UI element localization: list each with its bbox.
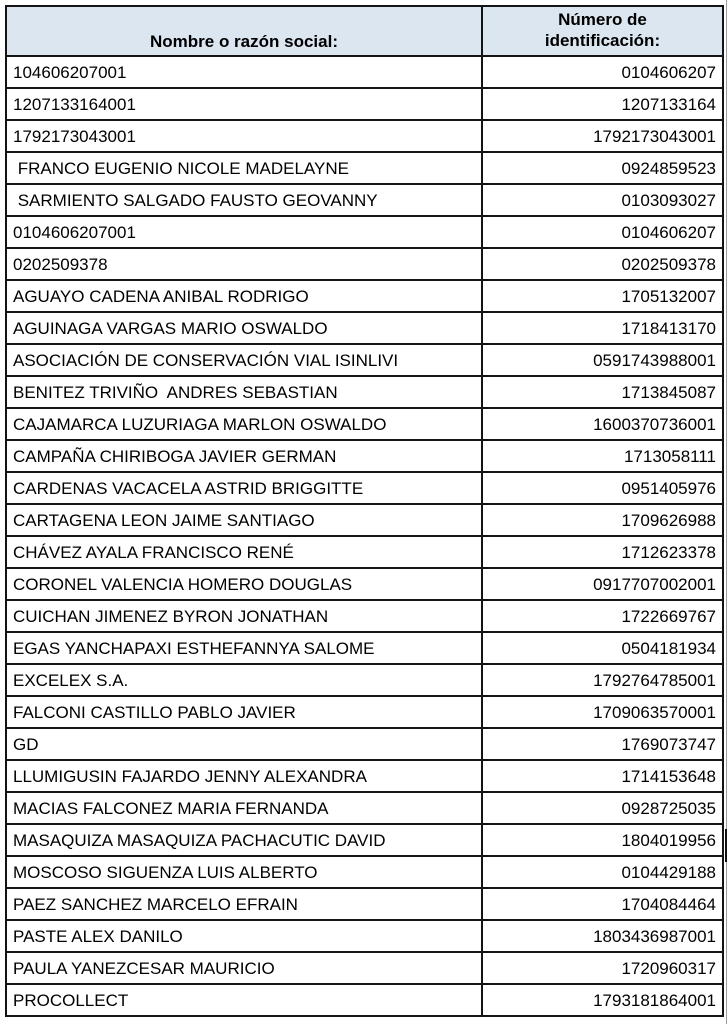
name-cell: FRANCO EUGENIO NICOLE MADELAYNE xyxy=(6,152,482,184)
name-cell: GD xyxy=(6,728,482,760)
id-cell: 0104429188 xyxy=(482,856,723,888)
table-row xyxy=(6,856,723,888)
id-cell: 1714153648 xyxy=(482,760,723,792)
name-cell: CHÁVEZ AYALA FRANCISCO RENÉ xyxy=(6,536,482,568)
name-cell: FALCONI CASTILLO PABLO JAVIER xyxy=(6,696,482,728)
table-row xyxy=(6,312,723,344)
table-row xyxy=(6,56,723,88)
table-row xyxy=(6,632,723,664)
id-cell: 1804019956 xyxy=(482,824,723,856)
name-cell: 0104606207001 xyxy=(6,216,482,248)
table-row xyxy=(6,824,723,856)
table-row xyxy=(6,984,723,1016)
id-cell: 1713845087 xyxy=(482,376,723,408)
name-cell: EXCELEX S.A. xyxy=(6,664,482,696)
id-cell: 1769073747 xyxy=(482,728,723,760)
id-cell: 1718413170 xyxy=(482,312,723,344)
column-header-id xyxy=(482,6,723,56)
name-cell: PAULA YANEZCESAR MAURICIO xyxy=(6,952,482,984)
table-body xyxy=(6,56,723,1016)
id-cell: 0917707002001 xyxy=(482,568,723,600)
id-cell: 0951405976 xyxy=(482,472,723,504)
name-cell: LLUMIGUSIN FAJARDO JENNY ALEXANDRA xyxy=(6,760,482,792)
text-cursor-mark xyxy=(725,829,727,862)
id-cell: 0104606207 xyxy=(482,56,723,88)
id-cell: 1704084464 xyxy=(482,888,723,920)
name-cell: CUICHAN JIMENEZ BYRON JONATHAN xyxy=(6,600,482,632)
table-row xyxy=(6,120,723,152)
id-cell: 1712623378 xyxy=(482,536,723,568)
id-cell: 1792173043001 xyxy=(482,120,723,152)
id-cell: 1709063570001 xyxy=(482,696,723,728)
table-row xyxy=(6,344,723,376)
id-cell: 0591743988001 xyxy=(482,344,723,376)
table-row xyxy=(6,792,723,824)
id-cell: 0924859523 xyxy=(482,152,723,184)
taxpayer-registry-table xyxy=(5,5,724,1017)
id-cell: 0928725035 xyxy=(482,792,723,824)
table-row xyxy=(6,408,723,440)
table-row xyxy=(6,888,723,920)
table-row xyxy=(6,760,723,792)
table-header xyxy=(6,6,723,56)
name-cell: SARMIENTO SALGADO FAUSTO GEOVANNY xyxy=(6,184,482,216)
table-row xyxy=(6,216,723,248)
table-row xyxy=(6,568,723,600)
name-cell: PASTE ALEX DANILO xyxy=(6,920,482,952)
table-row xyxy=(6,376,723,408)
id-cell: 1713058111 xyxy=(482,440,723,472)
id-cell: 1705132007 xyxy=(482,280,723,312)
table-row xyxy=(6,472,723,504)
name-cell: CAJAMARCA LUZURIAGA MARLON OSWALDO xyxy=(6,408,482,440)
column-header-name-label: Nombre o razón social: xyxy=(150,32,338,52)
name-cell: MACIAS FALCONEZ MARIA FERNANDA xyxy=(6,792,482,824)
id-cell: 1600370736001 xyxy=(482,408,723,440)
id-cell: 0504181934 xyxy=(482,632,723,664)
name-cell: 0202509378 xyxy=(6,248,482,280)
id-cell: 1803436987001 xyxy=(482,920,723,952)
name-cell: AGUAYO CADENA ANIBAL RODRIGO xyxy=(6,280,482,312)
table-row xyxy=(6,184,723,216)
id-cell: 0103093027 xyxy=(482,184,723,216)
table-row xyxy=(6,248,723,280)
name-cell: MASAQUIZA MASAQUIZA PACHACUTIC DAVID xyxy=(6,824,482,856)
table-row xyxy=(6,536,723,568)
column-header-name xyxy=(6,6,482,56)
id-cell: 1709626988 xyxy=(482,504,723,536)
name-cell: CARDENAS VACACELA ASTRID BRIGGITTE xyxy=(6,472,482,504)
table-row xyxy=(6,952,723,984)
header-row xyxy=(6,6,723,56)
name-cell: AGUINAGA VARGAS MARIO OSWALDO xyxy=(6,312,482,344)
name-cell: CAMPAÑA CHIRIBOGA JAVIER GERMAN xyxy=(6,440,482,472)
table-row xyxy=(6,440,723,472)
id-cell: 1207133164 xyxy=(482,88,723,120)
name-cell: 1792173043001 xyxy=(6,120,482,152)
table-row xyxy=(6,920,723,952)
id-cell: 0104606207 xyxy=(482,216,723,248)
id-cell: 1722669767 xyxy=(482,600,723,632)
name-cell: PROCOLLECT xyxy=(6,984,482,1016)
page-edge-line xyxy=(726,0,727,1024)
table-row xyxy=(6,504,723,536)
id-cell: 0202509378 xyxy=(482,248,723,280)
table-row xyxy=(6,280,723,312)
id-cell: 1720960317 xyxy=(482,952,723,984)
name-cell: ASOCIACIÓN DE CONSERVACIÓN VIAL ISINLIVI xyxy=(6,344,482,376)
column-header-id-label: Número de identificación: xyxy=(544,10,661,50)
id-cell: 1793181864001 xyxy=(482,984,723,1016)
name-cell: 1207133164001 xyxy=(6,88,482,120)
table-row xyxy=(6,696,723,728)
table-row xyxy=(6,728,723,760)
table-row xyxy=(6,600,723,632)
id-cell: 1792764785001 xyxy=(482,664,723,696)
name-cell: CARTAGENA LEON JAIME SANTIAGO xyxy=(6,504,482,536)
table-row xyxy=(6,152,723,184)
table-row xyxy=(6,664,723,696)
name-cell: MOSCOSO SIGUENZA LUIS ALBERTO xyxy=(6,856,482,888)
name-cell: EGAS YANCHAPAXI ESTHEFANNYA SALOME xyxy=(6,632,482,664)
name-cell: CORONEL VALENCIA HOMERO DOUGLAS xyxy=(6,568,482,600)
table-row xyxy=(6,88,723,120)
name-cell: PAEZ SANCHEZ MARCELO EFRAIN xyxy=(6,888,482,920)
name-cell: 104606207001 xyxy=(6,56,482,88)
name-cell: BENITEZ TRIVIÑO ANDRES SEBASTIAN xyxy=(6,376,482,408)
